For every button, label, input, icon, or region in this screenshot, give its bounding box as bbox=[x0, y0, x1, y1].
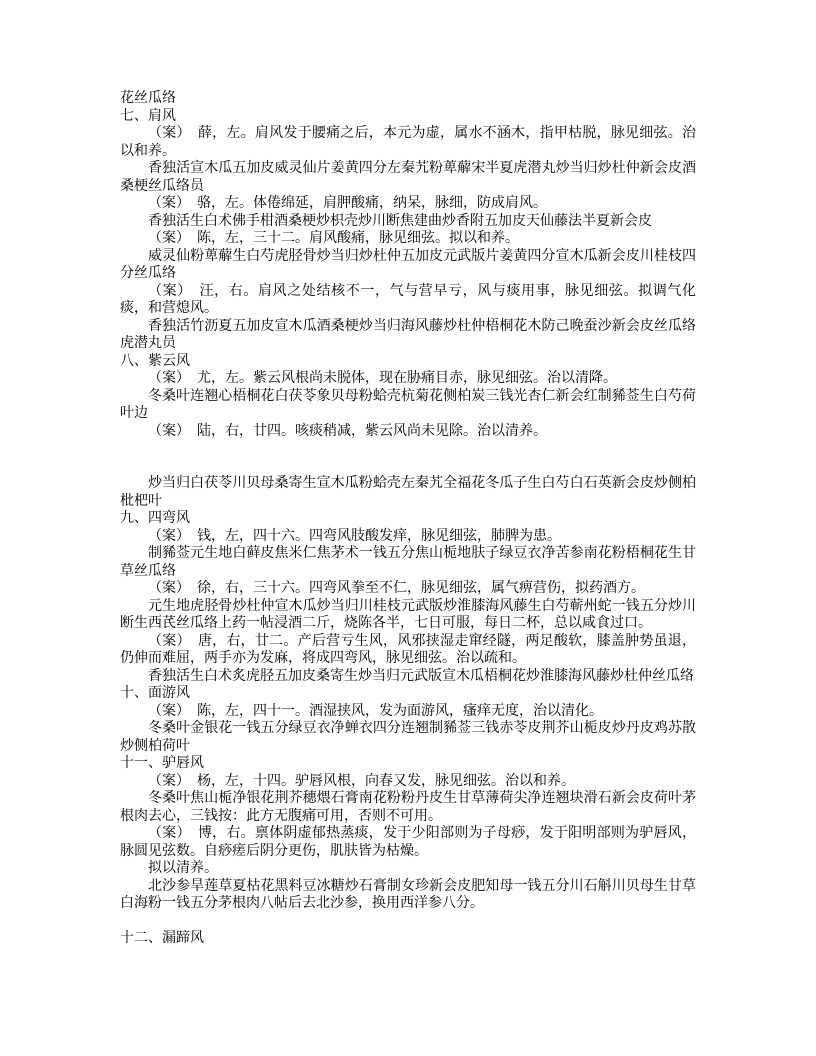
paragraph: （案） 汪，右。肩风之处结核不一，气与营早亏，风与痰用事，脉见细弦。拟调气化痰，和营熄风。 bbox=[120, 283, 696, 316]
paragraph: 七、肩风 bbox=[120, 108, 176, 124]
paragraph: 香独活生白术佛手柑酒桑梗炒枳壳炒川断焦建曲炒香附五加皮天仙藤法半夏新会皮 bbox=[148, 213, 652, 229]
paragraph: 元生地虎胫骨炒杜仲宣木瓜炒当归川桂枝元武版炒淮膝海风藤生白芍蕲州蛇一钱五分炒川断生西芪丝瓜络上药一帖浸酒二斤，烧陈各半，七日可服，每日二杯，总以咸食过口。 bbox=[120, 598, 696, 631]
paragraph: 香独活宣木瓜五加皮威灵仙片姜黄四分左秦艽粉萆薢宋半夏虎潜丸炒当归炒杜仲新会皮酒桑梗丝瓜络员 bbox=[120, 161, 696, 194]
paragraph: 制豨莶元生地白藓皮焦米仁焦茅术一钱五分焦山栀地肤子绿豆衣净苦参南花粉梧桐花生甘草丝瓜络 bbox=[120, 546, 696, 579]
paragraph: 拟以清养。 bbox=[148, 861, 218, 876]
paragraph: 冬桑叶焦山栀净银花荆芥穗煨石膏南花粉粉丹皮生甘草薄荷尖净连翘块滑石新会皮荷叶茅根肉去心，三钱按：此方无腹痛可用，否则不可用。 bbox=[120, 791, 696, 824]
paragraph: （案） 杨，左，十四。驴唇风根，向春又发，脉见细弦。治以和养。 bbox=[148, 773, 575, 789]
paragraph: 炒当归白茯苓川贝母桑寄生宣木瓜粉蛤壳左秦艽全福花冬瓜子生白芍白石英新会皮炒侧柏枇杷叶 bbox=[120, 476, 696, 509]
paragraph: 九、四弯风 bbox=[120, 511, 190, 526]
paragraph: 冬桑叶连翘心梧桐花白茯苓象贝母粉蛤壳杭菊花侧柏炭三钱光杏仁新会红制豨莶生白芍荷叶边 bbox=[120, 388, 696, 421]
paragraph: 八、紫云风 bbox=[120, 353, 190, 369]
paragraph: （案） 薛，左。肩风发于腰痛之后，本元为虚，属水不涵木，指甲枯脱，脉见细弦。治以和养。 bbox=[120, 126, 696, 159]
blank-line bbox=[120, 458, 696, 476]
paragraph: 十一、驴唇风 bbox=[120, 756, 204, 771]
paragraph: （案） 徐，右，三十六。四弯风拳至不仁，脉见细弦，属气痹营伤，拟药酒方。 bbox=[148, 581, 645, 596]
paragraph: 十、面游风 bbox=[120, 686, 190, 701]
paragraph: （案） 陈，左，三十二。肩风酸痛，脉见细弦。拟以和养。 bbox=[148, 231, 519, 246]
paragraph: （案） 唐，右，廿二。产后营亏生风，风邪挟湿走窜经隧，两足酸软，膝盖肿势虽退，仍伸而难屈，两手亦为发麻，将成四弯风，脉见细弦。治以疏和。 bbox=[120, 633, 696, 666]
paragraph: （案） 陈，左，四十一。酒湿挟风，发为面游风，瘙痒无度，治以清化。 bbox=[148, 703, 603, 719]
paragraph: 威灵仙粉萆薢生白芍虎胫骨炒当归炒杜仲五加皮元武版片姜黄四分宣木瓜新会皮川桂枝四分丝瓜络 bbox=[120, 248, 696, 281]
paragraph: 香独活竹沥夏五加皮宣木瓜酒桑梗炒当归海风藤炒杜仲梧桐花木防己晚蚕沙新会皮丝瓜络虎潜丸员 bbox=[120, 318, 696, 351]
paragraph: （案） 骆，左。体倦绵延，肩胛酸痛，纳呆，脉细，防成肩风。 bbox=[148, 196, 547, 211]
paragraph: （案） 尤，左。紫云风根尚未脱体，现在胁痛目赤，脉见细弦。治以清降。 bbox=[148, 371, 617, 386]
paragraph: 冬桑叶金银花一钱五分绿豆衣净蝉衣四分连翘制豨莶三钱赤苓皮荆芥山栀皮炒丹皮鸡苏散炒侧柏荷叶 bbox=[120, 721, 696, 754]
paragraph: （案） 陆，右，廿四。咳痰稍减，紫云风尚未见除。治以清养。 bbox=[148, 423, 547, 439]
paragraph: 北沙参旱莲草夏枯花黑料豆冰糖炒石膏制女珍新会皮肥知母一钱五分川石斛川贝母生甘草白海粉一钱五分茅根肉八帖后去北沙参，换用西洋参八分。 bbox=[120, 878, 696, 911]
paragraph: 香独活生白术炙虎胫五加皮桑寄生炒当归元武版宣木瓜梧桐花炒淮膝海风藤炒杜仲丝瓜络 bbox=[148, 668, 694, 684]
paragraph: （案） 博，右。禀体阴虚郁热蒸痰，发于少阳部则为子母痧，发于阳明部则为驴唇风，脉圆见弦数。自痧瘥后阴分更伤，肌肤皆为枯燥。 bbox=[120, 826, 696, 859]
paragraph: 十二、漏蹄风 bbox=[120, 931, 204, 946]
paragraph: （案） 钱，左，四十六。四弯风肢酸发痒，脉见细弦，肺脾为患。 bbox=[148, 528, 561, 544]
document-body bbox=[120, 90, 696, 948]
blank-line bbox=[120, 913, 696, 931]
blank-line bbox=[120, 440, 696, 458]
paragraph: 花丝瓜络 bbox=[120, 91, 176, 106]
